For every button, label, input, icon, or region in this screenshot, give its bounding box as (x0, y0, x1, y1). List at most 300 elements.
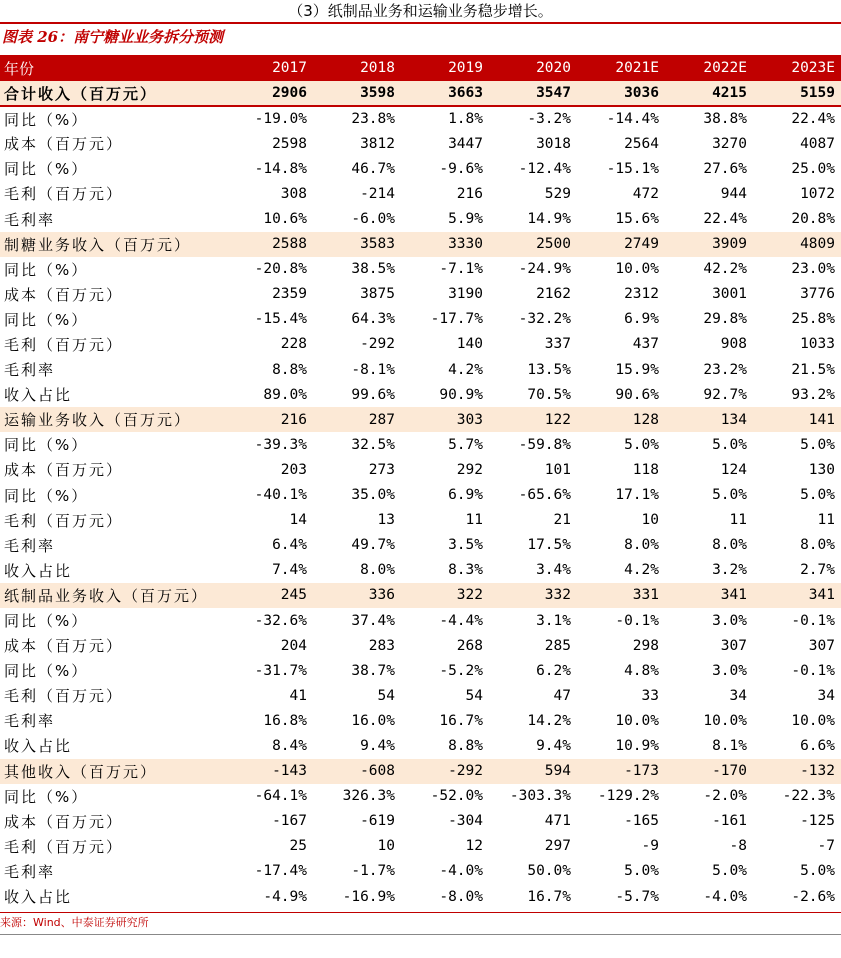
table-cell: 14.9% (527, 211, 571, 228)
table-cell: 141 (808, 411, 835, 428)
table-cell: 1.8% (448, 111, 483, 128)
table-cell: 38.8% (703, 111, 747, 128)
table-cell: 5.0% (712, 863, 747, 880)
table-cell: 92.7% (703, 386, 747, 403)
table-cell: 41 (289, 687, 307, 704)
table-row (0, 181, 841, 206)
table-cell: 38.5% (351, 261, 395, 278)
table-cell: 3018 (536, 135, 571, 152)
table-row (0, 307, 841, 332)
table-row (0, 708, 841, 733)
table-row (0, 809, 841, 834)
table-cell: 17.5% (527, 537, 571, 554)
total-row (0, 81, 841, 106)
table-cell: 13.5% (527, 361, 571, 378)
section-row (0, 232, 841, 257)
table-cell: 2598 (272, 135, 307, 152)
table-cell: 10.0% (615, 261, 659, 278)
row-label: 毛利率 (4, 712, 56, 731)
table-cell: 298 (632, 637, 659, 654)
table-cell: 50.0% (527, 863, 571, 880)
table-cell: 4.2% (624, 562, 659, 579)
table-cell: 33 (641, 687, 659, 704)
table-cell: 6.9% (448, 487, 483, 504)
table-cell: 5.0% (624, 436, 659, 453)
table-cell: 2564 (624, 135, 659, 152)
table-cell: -0.1% (615, 612, 659, 629)
table-cell: 14.2% (527, 712, 571, 729)
row-label: 同比（%） (4, 662, 89, 681)
table-cell: 4.8% (624, 662, 659, 679)
table-cell: 8.8% (272, 361, 307, 378)
table-cell: 22.4% (703, 211, 747, 228)
table-cell: -8.1% (351, 361, 395, 378)
table-cell: 122 (544, 411, 571, 428)
table-cell: 437 (632, 336, 659, 353)
table-cell: 8.0% (624, 537, 659, 554)
table-cell: -129.2% (597, 788, 659, 805)
table-row (0, 558, 841, 583)
table-cell: -14.4% (606, 111, 659, 128)
table-cell: -132 (800, 763, 835, 780)
table-cell: -167 (272, 813, 307, 830)
table-cell: 64.3% (351, 311, 395, 328)
table-cell: 10.6% (263, 211, 307, 228)
row-label: 收入占比 (4, 888, 73, 907)
table-cell: 11 (817, 512, 835, 529)
table-cell: 9.4% (360, 737, 395, 754)
table-cell: 23.8% (351, 111, 395, 128)
table-row (0, 432, 841, 457)
table-cell: -12.4% (518, 160, 571, 177)
table-cell: 245 (280, 587, 307, 604)
row-label: 同比（%） (4, 310, 89, 329)
table-cell: 8.4% (272, 737, 307, 754)
table-cell: 3.1% (536, 612, 571, 629)
bottom-divider (0, 934, 841, 935)
table-cell: 322 (456, 587, 483, 604)
table-cell: 140 (456, 336, 483, 353)
table-cell: 1072 (800, 185, 835, 202)
table-cell: 1033 (800, 336, 835, 353)
table-row (0, 382, 841, 407)
table-cell: 3.0% (712, 662, 747, 679)
table-cell: 29.8% (703, 311, 747, 328)
table-cell: -32.6% (254, 612, 307, 629)
table-cell: 12 (465, 838, 483, 855)
table-body (0, 81, 841, 909)
table-cell: 3447 (448, 135, 483, 152)
table-cell: 341 (808, 587, 835, 604)
table-cell: 23.0% (791, 261, 835, 278)
table-cell: 10.0% (791, 712, 835, 729)
table-row (0, 733, 841, 758)
table-cell: 529 (544, 185, 571, 202)
row-label: 运输业务收入（百万元） (4, 411, 192, 430)
row-label: 成本（百万元） (4, 812, 124, 831)
row-label: 纸制品业务收入（百万元） (4, 586, 209, 605)
row-label: 毛利率 (4, 210, 56, 229)
table-cell: 46.7% (351, 160, 395, 177)
table-cell: 15.6% (615, 211, 659, 228)
table-cell: 203 (280, 461, 307, 478)
row-label: 收入占比 (4, 561, 73, 580)
table-cell: 3.2% (712, 562, 747, 579)
header-year: 2023E (791, 60, 835, 76)
table-cell: -170 (712, 763, 747, 780)
table-cell: 2588 (272, 236, 307, 253)
table-cell: -19.0% (254, 111, 307, 128)
table-cell: 3.0% (712, 612, 747, 629)
table-header-row (0, 55, 841, 81)
table-row (0, 784, 841, 809)
section-row (0, 583, 841, 608)
table-cell: 307 (808, 637, 835, 654)
row-label: 毛利（百万元） (4, 837, 124, 856)
table-cell: 10 (377, 838, 395, 855)
forecast-table (0, 55, 841, 909)
table-cell: 17.1% (615, 487, 659, 504)
table-cell: 5159 (800, 85, 835, 102)
table-cell: 10.0% (615, 712, 659, 729)
table-cell: 4.2% (448, 361, 483, 378)
table-cell: -7.1% (439, 261, 483, 278)
table-cell: 3598 (360, 85, 395, 102)
table-cell: 332 (544, 587, 571, 604)
table-cell: 2312 (624, 286, 659, 303)
table-row (0, 533, 841, 558)
table-cell: -3.2% (527, 111, 571, 128)
row-label: 成本（百万元） (4, 637, 124, 656)
table-cell: 2359 (272, 286, 307, 303)
table-row (0, 106, 841, 131)
table-cell: -292 (360, 336, 395, 353)
table-cell: 5.7% (448, 436, 483, 453)
table-cell: -2.6% (791, 888, 835, 905)
table-row (0, 332, 841, 357)
table-cell: -39.3% (254, 436, 307, 453)
table-row (0, 156, 841, 181)
table-cell: 4809 (800, 236, 835, 253)
row-label: 同比（%） (4, 486, 89, 505)
table-cell: 3909 (712, 236, 747, 253)
table-cell: 337 (544, 336, 571, 353)
table-cell: -0.1% (791, 612, 835, 629)
table-cell: -64.1% (254, 788, 307, 805)
table-cell: 471 (544, 813, 571, 830)
row-label: 制糖业务收入（百万元） (4, 235, 192, 254)
table-cell: -303.3% (509, 788, 571, 805)
table-cell: 16.8% (263, 712, 307, 729)
row-label: 同比（%） (4, 787, 89, 806)
table-cell: 6.2% (536, 662, 571, 679)
table-cell: -65.6% (518, 487, 571, 504)
table-cell: 20.8% (791, 211, 835, 228)
table-cell: 285 (544, 637, 571, 654)
row-label: 毛利率 (4, 536, 56, 555)
table-cell: 16.7% (527, 888, 571, 905)
table-cell: -2.0% (703, 788, 747, 805)
row-label: 合计收入（百万元） (4, 84, 158, 103)
row-label: 收入占比 (4, 737, 73, 756)
table-cell: 5.9% (448, 211, 483, 228)
table-cell: -4.0% (439, 863, 483, 880)
table-cell: 49.7% (351, 537, 395, 554)
table-cell: -161 (712, 813, 747, 830)
table-cell: 9.4% (536, 737, 571, 754)
table-cell: 128 (632, 411, 659, 428)
header-year: 2017 (272, 60, 307, 76)
table-cell: 42.2% (703, 261, 747, 278)
table-cell: -304 (448, 813, 483, 830)
table-cell: -5.2% (439, 662, 483, 679)
table-cell: -15.4% (254, 311, 307, 328)
table-cell: 8.0% (712, 537, 747, 554)
table-cell: 47 (553, 687, 571, 704)
table-cell: 6.4% (272, 537, 307, 554)
table-cell: -32.2% (518, 311, 571, 328)
table-cell: -17.7% (430, 311, 483, 328)
table-cell: 283 (368, 637, 395, 654)
row-label: 同比（%） (4, 160, 89, 179)
table-cell: 70.5% (527, 386, 571, 403)
table-cell: 303 (456, 411, 483, 428)
table-cell: 25.0% (791, 160, 835, 177)
table-cell: 2906 (272, 85, 307, 102)
table-cell: 7.4% (272, 562, 307, 579)
table-cell: -292 (448, 763, 483, 780)
table-cell: 21.5% (791, 361, 835, 378)
table-cell: 22.4% (791, 111, 835, 128)
table-cell: -15.1% (606, 160, 659, 177)
table-cell: -0.1% (791, 662, 835, 679)
table-cell: -31.7% (254, 662, 307, 679)
table-cell: 134 (720, 411, 747, 428)
table-row (0, 206, 841, 231)
table-cell: -1.7% (351, 863, 395, 880)
section-row (0, 759, 841, 784)
table-row (0, 483, 841, 508)
row-label: 毛利（百万元） (4, 335, 124, 354)
table-cell: 3583 (360, 236, 395, 253)
table-cell: 3.5% (448, 537, 483, 554)
table-cell: 4087 (800, 135, 835, 152)
table-cell: -5.7% (615, 888, 659, 905)
table-cell: 37.4% (351, 612, 395, 629)
table-row (0, 257, 841, 282)
table-cell: 25.8% (791, 311, 835, 328)
table-cell: 3812 (360, 135, 395, 152)
row-label: 同比（%） (4, 612, 89, 631)
table-cell: -9.6% (439, 160, 483, 177)
table-cell: 3036 (624, 85, 659, 102)
table-cell: -9 (641, 838, 659, 855)
table-cell: -8 (729, 838, 747, 855)
table-cell: 6.6% (800, 737, 835, 754)
row-label: 毛利率 (4, 361, 56, 380)
table-cell: -8.0% (439, 888, 483, 905)
table-cell: 25 (289, 838, 307, 855)
table-cell: 216 (280, 411, 307, 428)
table-cell: 38.7% (351, 662, 395, 679)
table-cell: 27.6% (703, 160, 747, 177)
table-cell: 93.2% (791, 386, 835, 403)
row-label: 收入占比 (4, 386, 73, 405)
table-cell: 3330 (448, 236, 483, 253)
table-cell: 3663 (448, 85, 483, 102)
table-cell: 2162 (536, 286, 571, 303)
table-row (0, 633, 841, 658)
table-cell: 23.2% (703, 361, 747, 378)
header-year: 2018 (360, 60, 395, 76)
table-cell: 16.0% (351, 712, 395, 729)
table-cell: 10.9% (615, 737, 659, 754)
table-cell: -16.9% (342, 888, 395, 905)
table-cell: 908 (720, 336, 747, 353)
row-label: 毛利率 (4, 862, 56, 881)
header-label: 年份 (4, 59, 35, 78)
table-cell: 5.0% (800, 863, 835, 880)
table-cell: -165 (624, 813, 659, 830)
table-cell: -7 (817, 838, 835, 855)
table-cell: -143 (272, 763, 307, 780)
table-cell: 10.0% (703, 712, 747, 729)
section-row (0, 407, 841, 432)
table-cell: 2.7% (800, 562, 835, 579)
table-cell: -608 (360, 763, 395, 780)
row-label: 毛利（百万元） (4, 185, 124, 204)
table-cell: -17.4% (254, 863, 307, 880)
table-cell: 15.9% (615, 361, 659, 378)
table-cell: 34 (817, 687, 835, 704)
table-cell: -214 (360, 185, 395, 202)
table-cell: 3.4% (536, 562, 571, 579)
table-cell: 268 (456, 637, 483, 654)
table-cell: 10 (641, 512, 659, 529)
header-year: 2020 (536, 60, 571, 76)
table-cell: 944 (720, 185, 747, 202)
section-heading: （3）纸制品业务和运输业务稳步增长。 (288, 2, 553, 20)
table-cell: 5.0% (712, 436, 747, 453)
table-row (0, 131, 841, 156)
row-label: 其他收入（百万元） (4, 762, 158, 781)
table-cell: 336 (368, 587, 395, 604)
source-note: 来源：Wind、中泰证券研究所 (0, 912, 841, 934)
table-cell: 308 (280, 185, 307, 202)
table-cell: -4.0% (703, 888, 747, 905)
table-row (0, 884, 841, 909)
header-year: 2022E (703, 60, 747, 76)
table-cell: 2500 (536, 236, 571, 253)
table-cell: 3270 (712, 135, 747, 152)
table-cell: -4.4% (439, 612, 483, 629)
table-row (0, 508, 841, 533)
table-cell: 472 (632, 185, 659, 202)
table-cell: 101 (544, 461, 571, 478)
table-cell: -59.8% (518, 436, 571, 453)
table-cell: -20.8% (254, 261, 307, 278)
table-cell: 5.0% (624, 863, 659, 880)
table-cell: 32.5% (351, 436, 395, 453)
table-cell: 35.0% (351, 487, 395, 504)
table-cell: 204 (280, 637, 307, 654)
table-cell: -6.0% (351, 211, 395, 228)
table-cell: 3190 (448, 286, 483, 303)
table-cell: -4.9% (263, 888, 307, 905)
table-caption: 图表 26：南宁糖业业务拆分预测 (0, 22, 841, 51)
table-cell: 331 (632, 587, 659, 604)
table-row (0, 834, 841, 859)
table-cell: 3547 (536, 85, 571, 102)
table-cell: 297 (544, 838, 571, 855)
table-cell: 287 (368, 411, 395, 428)
table-cell: -52.0% (430, 788, 483, 805)
table-cell: 3875 (360, 286, 395, 303)
table-cell: 16.7% (439, 712, 483, 729)
table-cell: 307 (720, 637, 747, 654)
table-cell: 216 (456, 185, 483, 202)
table-cell: 326.3% (342, 788, 395, 805)
table-row (0, 658, 841, 683)
table-cell: 8.8% (448, 737, 483, 754)
row-label: 成本（百万元） (4, 285, 124, 304)
table-cell: 5.0% (712, 487, 747, 504)
table-cell: 5.0% (800, 436, 835, 453)
table-row (0, 457, 841, 482)
row-label: 同比（%） (4, 110, 89, 129)
table-cell: 54 (465, 687, 483, 704)
table-cell: 341 (720, 587, 747, 604)
table-cell: 130 (808, 461, 835, 478)
table-cell: 34 (729, 687, 747, 704)
table-cell: -22.3% (782, 788, 835, 805)
table-cell: -125 (800, 813, 835, 830)
table-cell: 3001 (712, 286, 747, 303)
table-cell: -14.8% (254, 160, 307, 177)
table-cell: 13 (377, 512, 395, 529)
table-row (0, 357, 841, 382)
row-label: 成本（百万元） (4, 461, 124, 480)
table-cell: 3776 (800, 286, 835, 303)
table-cell: 8.0% (800, 537, 835, 554)
table-cell: 21 (553, 512, 571, 529)
table-cell: 2749 (624, 236, 659, 253)
header-year: 2019 (448, 60, 483, 76)
table-cell: 11 (465, 512, 483, 529)
table-cell: -40.1% (254, 487, 307, 504)
row-label: 毛利（百万元） (4, 511, 124, 530)
table-cell: 594 (544, 763, 571, 780)
table-row (0, 683, 841, 708)
table-cell: 8.0% (360, 562, 395, 579)
table-row (0, 859, 841, 884)
row-label: 成本（百万元） (4, 135, 124, 154)
table-cell: 124 (720, 461, 747, 478)
table-cell: -24.9% (518, 261, 571, 278)
table-cell: 4215 (712, 85, 747, 102)
table-cell: 6.9% (624, 311, 659, 328)
table-row (0, 608, 841, 633)
table-cell: 90.6% (615, 386, 659, 403)
row-label: 同比（%） (4, 260, 89, 279)
row-label: 毛利（百万元） (4, 687, 124, 706)
table-cell: 99.6% (351, 386, 395, 403)
table-cell: 292 (456, 461, 483, 478)
row-label: 同比（%） (4, 436, 89, 455)
table-cell: 8.1% (712, 737, 747, 754)
table-cell: 54 (377, 687, 395, 704)
table-cell: 228 (280, 336, 307, 353)
